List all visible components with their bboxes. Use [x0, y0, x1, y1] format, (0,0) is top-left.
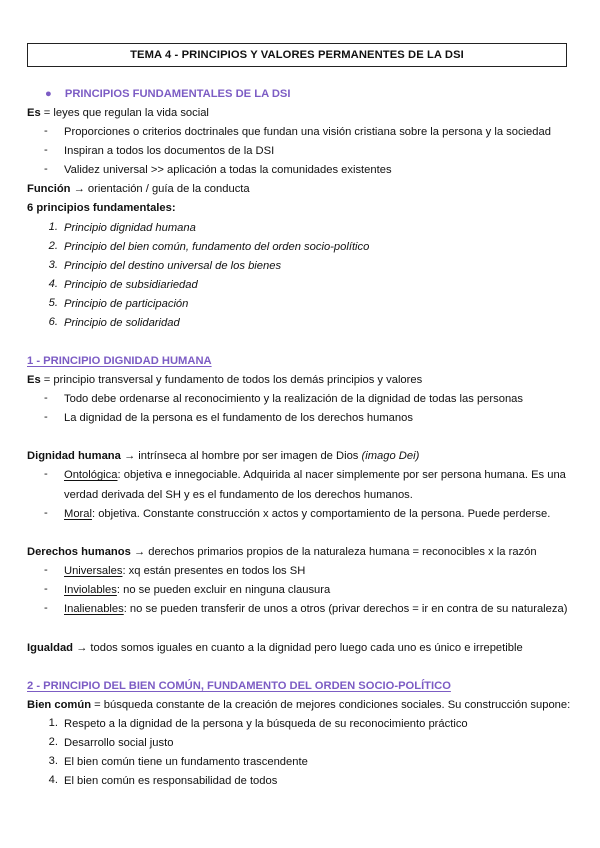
list-number: 2. [48, 736, 58, 748]
es-label: Es [27, 374, 41, 386]
list-number: 5. [48, 297, 58, 309]
funcion-definition [27, 182, 250, 196]
item-text: : xq están presentes en todos los SH [122, 565, 306, 577]
list-number: 2. [48, 240, 58, 252]
es-label: Es [27, 107, 41, 119]
list-item [64, 583, 330, 597]
bien-item: Respeto a la dignidad de la persona y la búsqueda de su reconocimiento práctico [64, 718, 468, 730]
bien-item: Desarrollo social justo [64, 737, 174, 749]
dash-marker: - [44, 144, 48, 156]
dash-marker: - [44, 564, 48, 576]
es-definition [27, 106, 209, 120]
section-heading-main [45, 87, 291, 101]
dignidad-italic: (imago Dei) [361, 450, 420, 462]
list-item: Proporciones o criterios doctrinales que fundan una visión cristiana sobre la persona y la sociedad [64, 126, 551, 138]
es-text: = principio transversal y fundamento de todos los demás principios y valores [40, 374, 423, 386]
bien-label: Bien común [27, 699, 92, 711]
dignidad-label: Dignidad humana [27, 450, 121, 462]
principio-item: Principio de solidaridad [64, 317, 180, 329]
principio-item: Principio de subsidiariedad [64, 279, 198, 291]
item-text: : no se pueden excluir en ninguna clausura [116, 584, 331, 596]
funcion-label: Función [27, 183, 71, 195]
list-item: La dignidad de la persona es el fundamento de los derechos humanos [64, 412, 413, 424]
funcion-text: → orientación / guía de la conducta [70, 183, 250, 195]
item-text: : no se pueden transferir de unos a otros (privar derechos = ir en contra de su naturaleza) [123, 603, 568, 615]
igualdad-definition [27, 641, 523, 655]
list-item [64, 468, 566, 482]
dash-marker: - [44, 507, 48, 519]
term-moral: Moral [64, 508, 92, 520]
bien-comun-definition [27, 698, 570, 712]
dignidad-definition [27, 449, 419, 463]
section-heading-2: 2 - PRINCIPIO DEL BIEN COMÚN, FUNDAMENTO DEL ORDEN SOCIO-POLÍTICO [27, 680, 451, 692]
bien-text: = búsqueda constante de la creación de mejores condiciones sociales. Su construcción supone: [91, 699, 571, 711]
list-item [64, 602, 567, 616]
principio-item: Principio del bien común, fundamento del orden socio-político [64, 241, 370, 253]
list-number: 4. [48, 774, 58, 786]
list-number: 1. [48, 221, 58, 233]
dash-marker: - [44, 392, 48, 404]
list-item: Validez universal >> aplicación a todas la comunidades existentes [64, 164, 392, 176]
principios-label: 6 principios fundamentales: [27, 202, 176, 214]
term-ontologica: Ontológica [64, 469, 118, 481]
bien-item: El bien común tiene un fundamento trascendente [64, 756, 308, 768]
page-title: TEMA 4 - PRINCIPIOS Y VALORES PERMANENTES DE LA DSI [27, 43, 567, 67]
derechos-text: → derechos primarios propios de la naturaleza humana = reconocibles x la razón [130, 546, 537, 558]
dash-marker: - [44, 125, 48, 137]
bullet-icon: ● [45, 88, 52, 100]
list-number: 1. [48, 717, 58, 729]
derechos-label: Derechos humanos [27, 546, 131, 558]
dash-marker: - [44, 468, 48, 480]
dash-marker: - [44, 163, 48, 175]
igualdad-text: → todos somos iguales en cuanto a la dignidad pero luego cada uno es único e irrepetible [73, 642, 523, 654]
list-item: Todo debe ordenarse al reconocimiento y la realización de la dignidad de todas las personas [64, 393, 523, 405]
list-item: Inspiran a todos los documentos de la DSI [64, 145, 275, 157]
list-item [64, 507, 550, 521]
bien-item: El bien común es responsabilidad de todos [64, 775, 278, 787]
dash-marker: - [44, 602, 48, 614]
principio-item: Principio de participación [64, 298, 189, 310]
dash-marker: - [44, 583, 48, 595]
term-universales: Universales [64, 565, 123, 577]
es-definition-1 [27, 373, 422, 387]
principio-item: Principio del destino universal de los bienes [64, 260, 282, 272]
igualdad-label: Igualdad [27, 642, 73, 654]
item-text: : objetiva. Constante construcción x actos y comportamiento de la persona. Puede perderse. [91, 508, 551, 520]
heading-text: PRINCIPIOS FUNDAMENTALES DE LA DSI [64, 88, 291, 100]
list-number: 4. [48, 278, 58, 290]
es-text: = leyes que regulan la vida social [40, 107, 209, 119]
list-item-continuation: verdad derivada del SH y es el fundamento de los derechos humanos. [64, 489, 413, 501]
list-number: 6. [48, 316, 58, 328]
term-inalienables: Inalienables [64, 603, 124, 615]
list-item [64, 564, 305, 578]
principio-item: Principio dignidad humana [64, 222, 196, 234]
term-inviolables: Inviolables [64, 584, 117, 596]
derechos-definition [27, 545, 537, 559]
dash-marker: - [44, 411, 48, 423]
list-number: 3. [48, 259, 58, 271]
list-number: 3. [48, 755, 58, 767]
item-text: : objetiva e innegociable. Adquirida al nacer simplemente por ser persona humana. Es una [117, 469, 566, 481]
dignidad-text: → intrínseca al hombre por ser imagen de Dios [120, 450, 362, 462]
section-heading-1: 1 - PRINCIPIO DIGNIDAD HUMANA [27, 355, 212, 367]
